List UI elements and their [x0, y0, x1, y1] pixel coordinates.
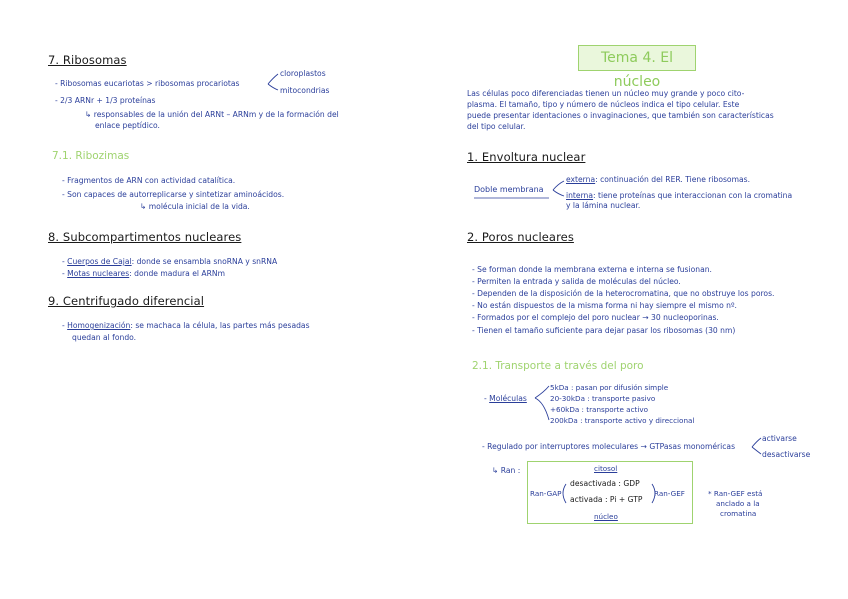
- subcompartimentos-line-2: - Motas nucleares: donde madura el ARNm: [62, 269, 225, 278]
- section-8-heading: 8. Subcompartimentos nucleares: [48, 230, 242, 244]
- section-2-1-heading: 2.1. Transporte a través del poro: [472, 360, 644, 372]
- regulado-line: - Regulado por interruptores moleculares → GTPasas monoméricas: [482, 442, 736, 451]
- section-7-1-heading: 7.1. Ribozimas: [52, 150, 130, 162]
- poros-line-3: - Dependen de la disposición de la heterocromatina, que no obstruye los poros.: [472, 289, 775, 298]
- page-title: Tema 4. El núcleo: [578, 45, 696, 71]
- ribosomas-line-3: ↳ responsables de la unión del ARNt – ARNm y de la formación del: [85, 110, 339, 119]
- ran-desactivada: desactivada : GDP: [570, 479, 640, 488]
- ran-activada: activada : Pi + GTP: [570, 495, 643, 504]
- poros-line-5: - Formados por el complejo del poro nuclear → 30 nucleoporinas.: [472, 313, 719, 322]
- membrana-externa: externa: continuación del RER. Tiene ribosomas.: [566, 175, 751, 184]
- ribosomas-line-4: enlace peptídico.: [95, 121, 160, 130]
- section-1-heading: 1. Envoltura nuclear: [467, 150, 586, 164]
- poros-line-4: - No están dispuestos de la misma forma ni hay siempre el mismo nº.: [472, 301, 737, 310]
- poros-line-2: - Permiten la entrada y salida de moléculas del núcleo.: [472, 277, 681, 286]
- doble-membrana-label: Doble membrana: [474, 185, 544, 194]
- poros-line-1: - Se forman donde la membrana externa e interna se fusionan.: [472, 265, 712, 274]
- note-line-2: anclado a la: [716, 499, 760, 508]
- ribosomas-branch-cloroplastos: cloroplastos: [280, 69, 326, 78]
- ran-label: ↳ Ran :: [492, 466, 521, 475]
- molecule-60kda: +60kDa : transporte activo: [550, 405, 648, 414]
- molecule-5kda: 5kDa : pasan por difusión simple: [550, 383, 669, 392]
- ran-gap: Ran-GAP: [530, 489, 562, 498]
- regulado-branch-desactivarse: desactivarse: [762, 450, 811, 459]
- membrana-interna: interna: tiene proteínas que interaccionan con la cromatina: [566, 191, 793, 200]
- ribozimas-line-1: - Fragmentos de ARN con actividad catalítica.: [62, 176, 236, 185]
- ribosomas-line-1: - Ribosomas eucariotas > ribosomas procariotas: [55, 79, 240, 88]
- ran-gef: Ran-GEF: [654, 489, 685, 498]
- centrifugado-line-1: - Homogenización: se machaca la célula, las partes más pesadas: [62, 321, 310, 330]
- ribosomas-line-2: - 2/3 ARNr + 1/3 proteínas: [55, 96, 156, 105]
- ran-nucleo: núcleo: [594, 512, 618, 521]
- intro-line-4: del tipo celular.: [467, 122, 526, 131]
- regulado-branch-activarse: activarse: [762, 434, 797, 443]
- intro-line-3: puede presentar identaciones o invaginaciones, que también son características: [467, 111, 774, 120]
- ribozimas-line-2: - Son capaces de autorreplicarse y sintetizar aminoácidos.: [62, 190, 285, 199]
- section-2-heading: 2. Poros nucleares: [467, 230, 574, 244]
- subcompartimentos-line-1: - Cuerpos de Cajal: donde se ensambla snoRNA y snRNA: [62, 257, 278, 266]
- moleculas-label: - Moléculas: [484, 394, 527, 403]
- ribosomas-branch-mitocondrias: mitocondrias: [280, 86, 330, 95]
- ribozimas-line-3: ↳ molécula inicial de la vida.: [140, 202, 250, 211]
- note-line-3: cromatina: [720, 509, 757, 518]
- centrifugado-line-2: quedan al fondo.: [72, 333, 137, 342]
- intro-line-1: Las células poco diferenciadas tienen un núcleo muy grande y poco cito-: [467, 89, 745, 98]
- molecule-20-30kda: 20-30kDa : transporte pasivo: [550, 394, 656, 403]
- note-line-1: * Ran-GEF está: [708, 489, 763, 498]
- poros-line-6: - Tienen el tamaño suficiente para dejar pasar los ribosomas (30 nm): [472, 326, 736, 335]
- molecule-200kda: 200kDa : transporte activo y direccional: [550, 416, 695, 425]
- section-9-heading: 9. Centrifugado diferencial: [48, 294, 205, 308]
- membrana-interna-line-2: y la lámina nuclear.: [566, 201, 641, 210]
- intro-line-2: plasma. El tamaño, tipo y número de núcleos indica el tipo celular. Este: [467, 100, 740, 109]
- section-7-heading: 7. Ribosomas: [48, 53, 127, 67]
- ran-citosol: citosol: [594, 464, 618, 473]
